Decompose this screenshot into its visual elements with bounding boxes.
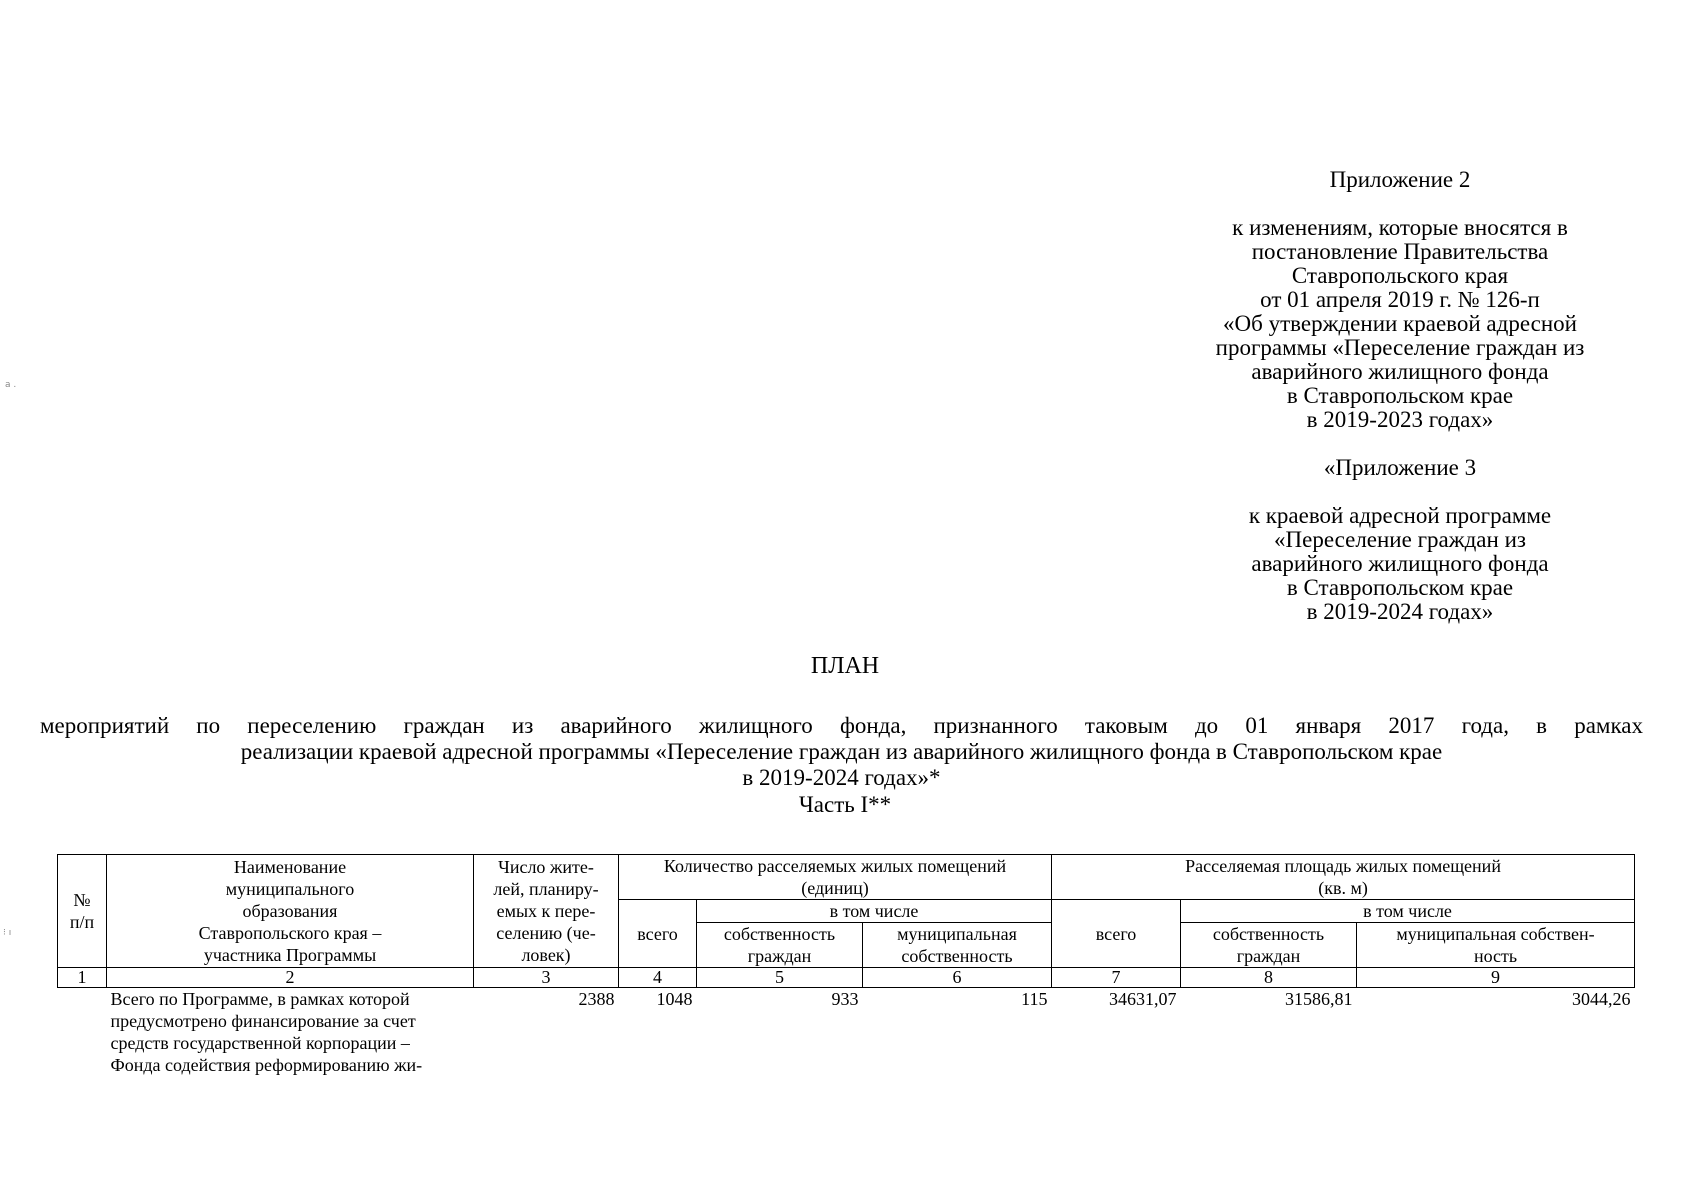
header-text: п/п: [69, 912, 95, 932]
subtitle-line: мероприятий по переселению граждан из аварийного жилищного фонда, признанного таковым до 01 января 2017 года, в рамках: [40, 713, 1643, 738]
header-text: селению (че-: [496, 923, 596, 943]
table-row-total: [58, 988, 1635, 1077]
scan-mark: a .: [5, 380, 17, 390]
document-subtitle: [40, 713, 1643, 791]
cell-text: средств государственной корпорации –: [110, 1033, 410, 1053]
appendix-reference-line: «Об утверждении краевой адресной: [1223, 311, 1577, 336]
area-municipal-cell: 3044,26: [1572, 989, 1631, 1009]
header-text: собственность: [723, 924, 836, 944]
column-number: 9: [1357, 968, 1635, 988]
header-area-total: всего: [1052, 900, 1181, 968]
cell-text: Фонда содействия реформированию жи-: [110, 1055, 423, 1075]
column-number: 1: [58, 968, 107, 988]
header-number: [58, 855, 107, 968]
header-text: Расселяемая площадь жилых помещений: [1185, 856, 1501, 876]
header-text: (единиц): [801, 878, 869, 898]
program-reference-line: аварийного жилищного фонда: [1251, 551, 1549, 576]
appendix-reference-line: к изменениям, которые вносятся в: [1232, 215, 1568, 240]
municipality-name-cell: [107, 988, 474, 1077]
header-units-including: в том числе: [697, 900, 1052, 923]
header-text: Ставропольского края –: [198, 923, 382, 943]
header-units-group: [619, 855, 1052, 900]
header-area-owned: [1181, 923, 1357, 968]
program-reference-line: к краевой адресной программе: [1248, 503, 1552, 528]
appendix-reference-line: постановление Правительства: [1251, 239, 1549, 264]
header-units-total: всего: [619, 900, 697, 968]
column-number-row: [58, 968, 1635, 988]
appendix-reference-line: в 2019-2023 годах»: [1306, 407, 1494, 432]
column-number: 7: [1052, 968, 1181, 988]
header-text: образования: [242, 901, 338, 921]
header-text: собственность: [901, 946, 1013, 966]
header-text: ность: [1473, 946, 1518, 966]
resettlement-plan-table: [57, 854, 1635, 1076]
program-reference-line: «Переселение граждан из: [1274, 527, 1526, 552]
header-area-municipal: [1357, 923, 1635, 968]
approval-stamp: [1150, 168, 1650, 624]
appendix-reference-line: от 01 апреля 2019 г. № 126-п: [1260, 287, 1540, 312]
subtitle-line: реализации краевой адресной программы «Переселение граждан из аварийного жилищного фонда в Ставропольском крае: [240, 739, 1443, 764]
header-text: Наименование: [233, 857, 347, 877]
column-number: 6: [863, 968, 1052, 988]
header-row: [58, 855, 1635, 900]
appendix-title: Приложение 2: [1329, 167, 1471, 192]
header-text: ловек): [521, 945, 571, 965]
document-heading: ПЛАН: [810, 653, 880, 679]
area-total-cell: 34631,07: [1109, 989, 1177, 1009]
header-text: участника Программы: [203, 945, 377, 965]
header-units-municipal: [863, 923, 1052, 968]
column-number: 2: [107, 968, 474, 988]
header-text: муниципальная: [897, 924, 1017, 944]
column-number: 8: [1181, 968, 1357, 988]
header-units-owned: [697, 923, 863, 968]
header-text: Число жите-: [498, 857, 594, 877]
appendix-reference-line: в Ставропольском крае: [1286, 383, 1514, 408]
appendix-reference-line: программы «Переселение граждан из: [1215, 335, 1585, 360]
column-number: 3: [474, 968, 619, 988]
program-appendix-reference: [1150, 504, 1650, 624]
cell-text: предусмотрено финансирование за счет: [110, 1011, 416, 1031]
header-area-group: [1052, 855, 1635, 900]
header-text: собственность: [1212, 924, 1325, 944]
area-owned-cell: 31586,81: [1285, 989, 1353, 1009]
column-number: 5: [697, 968, 863, 988]
header-text: №: [73, 890, 91, 910]
header-text: Количество расселяемых жилых помещений: [663, 856, 1007, 876]
header-text: граждан: [1236, 946, 1301, 966]
units-total-cell: 1048: [656, 989, 693, 1009]
appendix-reference-line: Ставропольского края: [1291, 263, 1509, 288]
cell-text: Всего по Программе, в рамках которой: [110, 989, 410, 1009]
header-municipality: [107, 855, 474, 968]
header-area-including: в том числе: [1181, 900, 1635, 923]
header-residents: [474, 855, 619, 968]
program-reference-line: в 2019-2024 годах»: [1306, 599, 1494, 624]
column-number: 4: [619, 968, 697, 988]
units-owned-cell: 933: [831, 989, 859, 1009]
header-text: муниципального: [225, 879, 355, 899]
header-text: емых к пере-: [496, 901, 596, 921]
program-appendix-title: «Приложение 3: [1323, 455, 1477, 480]
header-text: муниципальная собствен-: [1396, 924, 1595, 944]
appendix-reference-line: аварийного жилищного фонда: [1251, 359, 1549, 384]
units-municipal-cell: 115: [1021, 989, 1048, 1009]
row-number-cell: [58, 988, 107, 1077]
subtitle-line: в 2019-2024 годах»*: [742, 765, 941, 790]
appendix-reference: [1150, 216, 1650, 432]
program-reference-line: в Ставропольском крае: [1286, 575, 1514, 600]
header-text: (кв. м): [1318, 878, 1368, 898]
scan-mark: ⁝ ı: [3, 928, 12, 938]
part-label: Часть I**: [798, 792, 892, 817]
header-text: граждан: [747, 946, 812, 966]
header-text: лей, планиру-: [493, 879, 599, 899]
residents-cell: 2388: [578, 989, 615, 1009]
